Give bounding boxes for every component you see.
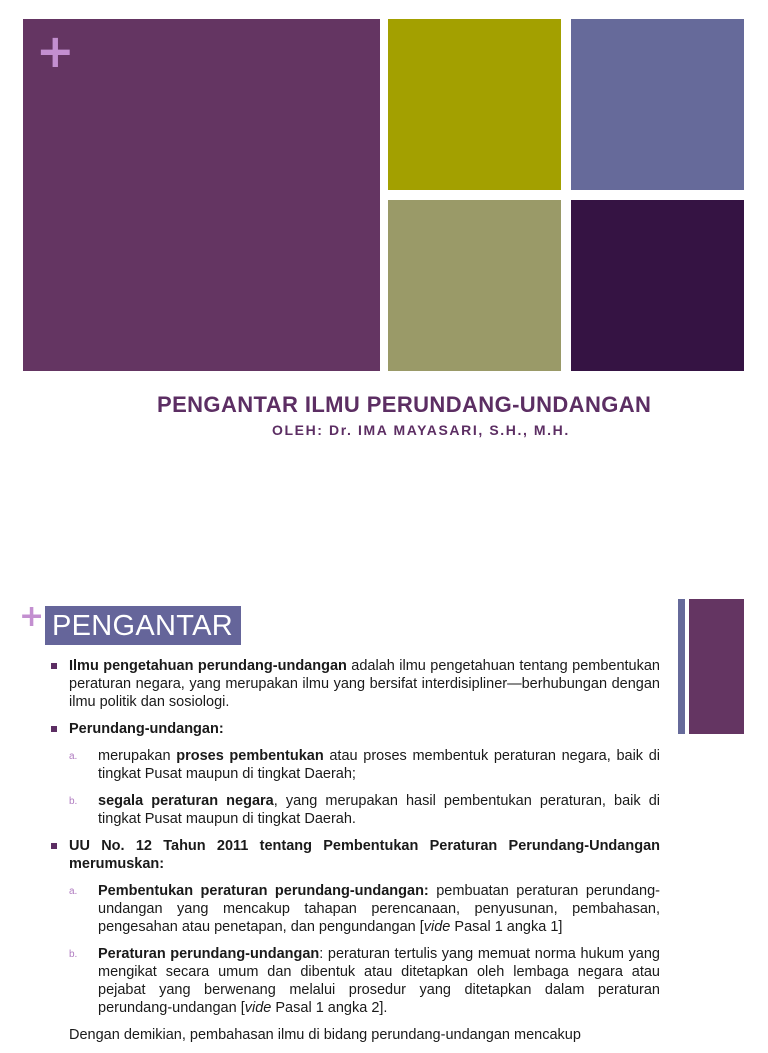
trailing-paragraph [50, 1026, 660, 1044]
sub-bold: segala peraturan negara [98, 793, 274, 809]
bullet-item [50, 720, 660, 738]
olive-block [388, 19, 561, 190]
title-slide-plus-icon: + [36, 24, 75, 78]
accent-bar-thin [678, 599, 685, 734]
sub-text: Pasal 1 angka 2]. [271, 1000, 388, 1016]
sub-text: : peraturan tertulis yang memuat norma hukum yang mengikat secara umum dan dibentuk atau ditetapkan oleh lembaga negara atau pejabat yang berwenang melalui prosedur yang ditetapkan dalam peraturan perundang-undangan [ [98, 946, 660, 1016]
title-slide-main-block [23, 19, 380, 371]
slide-heading: PENGANTAR [45, 606, 241, 645]
bullet-marker [51, 726, 57, 732]
sub-bold: Pembentukan peraturan perundang-undangan: [98, 883, 429, 899]
bullet-bold: UU No. 12 Tahun 2011 tentang Pembentukan Peraturan Perundang-Undangan merumuskan: [69, 838, 660, 872]
trailing-text: Dengan demikian, pembahasan ilmu di bidang perundang-undangan mencakup [69, 1027, 581, 1043]
accent-bar-block [689, 599, 744, 734]
bullet-bold: Perundang-undangan: [69, 721, 224, 737]
sub-text: merupakan [98, 748, 177, 764]
sub-bold: proses pembentukan [176, 748, 324, 764]
sub-item [50, 882, 660, 936]
sub-marker: a. [69, 886, 78, 897]
khaki-block [388, 200, 561, 371]
sub-marker: b. [69, 796, 78, 807]
sub-text: pembuatan peraturan perundang-undangan yang mencakup tahapan perencanaan, penyusunan, pembahasan, pengesahan atau penetapan, dan pengundangan [ [98, 883, 660, 935]
sub-item [50, 747, 660, 783]
slide-content [50, 657, 660, 1053]
presentation-author: OLEH: Dr. IMA MAYASARI, S.H., M.H. [272, 422, 570, 438]
sub-item [50, 945, 660, 1017]
bullet-bold: Ilmu pengetahuan perundang-undangan [69, 658, 347, 674]
sub-italic: vide [423, 919, 451, 935]
sub-italic: vide [244, 1000, 272, 1016]
slate-blue-block [571, 19, 744, 190]
sub-text: atau proses membentuk peraturan negara, baik di tingkat Pusat maupun di tingkat Daerah; [98, 748, 660, 782]
sub-item [50, 792, 660, 828]
bullet-item [50, 657, 660, 711]
bullet-item [50, 837, 660, 873]
sub-text: , yang merupakan hasil pembentukan peraturan, baik di tingkat Pusat maupun di tingkat Daerah. [98, 793, 660, 827]
slide-plus-icon: + [19, 599, 45, 634]
sub-marker: b. [69, 949, 78, 960]
sub-bold: Peraturan perundang-undangan [98, 946, 320, 962]
sub-marker: a. [69, 751, 78, 762]
sub-text: Pasal 1 angka 1] [450, 919, 563, 935]
dark-purple-block [571, 200, 744, 371]
bullet-text: adalah ilmu pengetahuan tentang pembentukan peraturan negara, yang merupakan ilmu yang bersifat interdisipliner—berhubungan dengan ilmu politik dan sosiologi. [69, 658, 661, 710]
bullet-marker [51, 843, 57, 849]
bullet-marker [51, 663, 57, 669]
presentation-title: PENGANTAR ILMU PERUNDANG-UNDANGAN [157, 392, 652, 417]
